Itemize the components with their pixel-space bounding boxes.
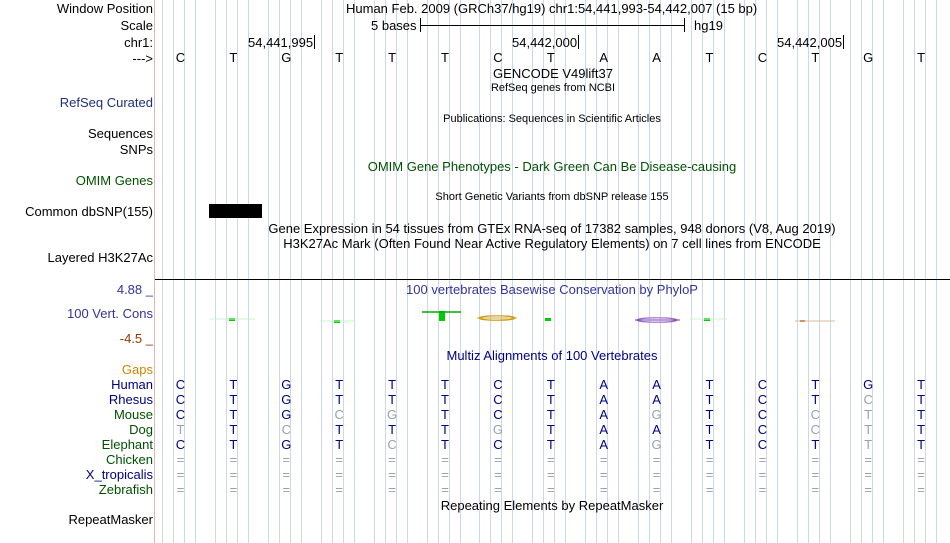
alignment-base: T [811,437,820,452]
conservation-max-label: 4.88 _ [116,282,153,297]
alignment-base: = [176,467,185,482]
alignment-base: T [388,422,397,437]
alignment-base: T [441,422,449,437]
alignment-base: C [757,407,768,422]
reference-base: T [546,50,555,65]
species-label-elephant[interactable]: Elephant [101,437,153,452]
alignment-base: = [388,452,396,467]
coord-tick [578,35,579,49]
alignment-base: C [757,377,768,392]
alignment-base: T [811,377,820,392]
coord-tick-label: 54,441,995 [248,35,314,50]
reference-base: T [388,50,397,65]
alignment-base: G [281,407,292,422]
alignment-base: = [758,452,767,467]
alignment-base: = [441,482,449,497]
alignment-base: = [494,482,502,497]
reference-base: T [441,50,449,65]
reference-base: T [335,50,344,65]
alignment-base: T [705,392,714,407]
alignment-base: C [810,407,820,422]
alignment-base: C [493,377,503,392]
alignment-base: T [229,437,238,452]
window-position-label: Window Position [56,1,153,16]
guide-line [215,0,216,543]
gaps-label: Gaps [121,362,153,377]
alignment-base: T [705,407,714,422]
alignment-base: T [441,437,449,452]
alignment-base: T [335,437,344,452]
conservation-graph [155,305,950,329]
species-label-rhesus[interactable]: Rhesus [108,392,153,407]
scale-assembly: hg19 [694,18,723,33]
alignment-base: T [546,422,555,437]
sequences-label[interactable]: Sequences [87,126,153,141]
conservation-track-title[interactable]: 100 vertebrates Basewise Conservation by PhyloP [406,282,698,297]
position-text[interactable]: Human Feb. 2009 (GRCh37/hg19) chr1:54,441,993-54,442,007 (15 bp) [346,1,758,16]
guide-line [691,0,692,543]
gencode-track-title[interactable]: GENCODE V49lift37 [493,66,613,81]
alignment-base: = [229,482,238,497]
alignment-base: T [546,437,555,452]
publications-track-title[interactable]: Publications: Sequences in Scientific Articles [443,113,661,125]
alignment-base: = [917,482,925,497]
alignment-base: C [757,392,768,407]
alignment-base: A [599,437,609,452]
alignment-base: T [335,422,344,437]
guide-line [374,0,375,543]
vert-cons-label[interactable]: 100 Vert. Cons [67,306,153,321]
alignment-base: T [864,407,873,422]
alignment-base: = [335,482,343,497]
coord-tick [314,35,315,49]
alignment-base: T [335,392,344,407]
coord-tick [843,35,844,49]
alignment-base: T [176,422,185,437]
guide-line [479,0,480,543]
layered-h3k27ac-label[interactable]: Layered H3K27Ac [47,250,153,265]
track-group-divider [155,279,950,280]
reference-base: T [917,50,926,65]
alignment-base: C [281,422,291,437]
alignment-base: = [388,482,396,497]
alignment-base: C [493,392,503,407]
alignment-base: T [229,422,238,437]
guide-line [638,0,639,543]
alignment-base: = [388,467,396,482]
alignment-base: = [229,467,238,482]
reference-base: G [281,50,292,65]
alignment-base: T [546,377,555,392]
alignment-base: T [917,407,926,422]
alignment-base: A [599,407,609,422]
scale-bar-right-tick [684,18,685,32]
alignment-base: A [652,377,661,392]
omim-genes-label[interactable]: OMIM Genes [75,173,153,188]
alignment-base: = [917,452,925,467]
alignment-base: = [599,467,608,482]
alignment-base: G [281,437,292,452]
scale-bar-left-tick [420,18,421,32]
alignment-base: C [175,437,186,452]
h3k27ac-track-title[interactable]: H3K27Ac Mark (Often Found Near Active Regulatory Elements) on 7 cell lines from ENCODE [283,236,821,251]
alignment-base: T [546,392,555,407]
alignment-base: C [175,377,186,392]
alignment-base: T [705,437,714,452]
refseq-track-title[interactable]: RefSeq genes from NCBI [490,82,616,94]
multiz-track-title[interactable]: Multiz Alignments of 100 Vertebrates [446,348,658,363]
alignment-base: = [282,482,291,497]
alignment-base: G [492,422,503,437]
reference-base: C [175,50,186,65]
alignment-base: = [282,467,291,482]
alignment-base: = [547,467,555,482]
alignment-base: = [335,452,343,467]
alignment-base: C [175,407,186,422]
alignment-base: T [229,407,238,422]
alignment-base: T [388,392,397,407]
scale-label: Scale [120,18,153,33]
guide-line [321,0,322,543]
alignment-base: = [335,467,343,482]
alignment-base: C [387,437,397,452]
alignment-base: = [652,452,661,467]
repeatmasker-track-title[interactable]: Repeating Elements by RepeatMasker [440,498,664,513]
alignment-base: = [705,467,714,482]
alignment-base: A [599,377,609,392]
guide-line [777,0,778,543]
alignment-base: = [599,452,608,467]
reference-base: T [229,50,238,65]
alignment-base: G [387,407,398,422]
species-label-x_tropicalis[interactable]: X_tropicalis [85,467,153,482]
alignment-base: = [917,467,925,482]
label-column-separator [154,0,155,543]
alignment-base: T [917,392,926,407]
alignment-base: = [811,467,820,482]
guide-line [248,0,249,543]
alignment-base: = [176,452,185,467]
alignment-base: = [547,482,555,497]
alignment-base: G [863,377,874,392]
alignment-base: T [441,407,449,422]
alignment-base: C [757,437,768,452]
alignment-base: G [281,392,292,407]
alignment-base: C [493,437,503,452]
conservation-min-label: -4.5 _ [119,331,153,346]
guide-line [407,0,408,543]
guide-line [671,0,672,543]
snps-label[interactable]: SNPs [119,142,153,157]
chromosome-label: chr1: [124,35,153,50]
species-label-mouse[interactable]: Mouse [113,407,153,422]
guide-line [797,0,798,543]
refseq-curated-label[interactable]: RefSeq Curated [59,95,153,110]
alignment-base: T [335,377,344,392]
alignment-base: = [494,467,502,482]
scale-bases: 5 bases [371,18,417,33]
alignment-base: = [441,467,449,482]
guide-line [460,0,461,543]
reference-base: C [493,50,503,65]
species-label-zebrafish[interactable]: Zebrafish [98,482,153,497]
guide-line [936,0,937,543]
guide-line [195,0,196,543]
repeatmasker-label[interactable]: RepeatMasker [68,512,153,527]
snp-feature-block[interactable] [209,204,262,218]
species-label-dog[interactable]: Dog [129,422,153,437]
alignment-base: T [441,392,449,407]
alignment-base: G [281,377,292,392]
guide-line [618,0,619,543]
alignment-base: = [176,482,185,497]
species-label-chicken[interactable]: Chicken [106,452,153,467]
alignment-base: T [229,392,238,407]
alignment-base: = [864,482,872,497]
alignment-base: G [651,407,662,422]
alignment-base: A [652,392,661,407]
scale-bar [420,25,685,26]
guide-line [883,0,884,543]
coord-tick-label: 54,442,005 [777,35,843,50]
reference-base: A [599,50,609,65]
alignment-base: T [388,377,397,392]
alignment-base: = [758,482,767,497]
alignment-base: = [282,452,291,467]
alignment-base: T [917,377,926,392]
alignment-base: T [917,422,926,437]
alignment-base: T [546,407,555,422]
alignment-base: = [229,452,238,467]
reference-base: T [811,50,820,65]
alignment-base: = [494,452,502,467]
alignment-base: C [810,422,820,437]
strand-label: ---> [132,51,153,66]
guide-line [903,0,904,543]
guide-line [744,0,745,543]
reference-base: G [863,50,874,65]
alignment-base: = [811,452,820,467]
guide-line [301,0,302,543]
guide-line [268,0,269,543]
guide-line [724,0,725,543]
omim-track-title[interactable]: OMIM Gene Phenotypes - Dark Green Can Be Disease-causing [367,159,737,174]
alignment-base: A [599,392,609,407]
coord-tick-label: 54,442,000 [512,35,578,50]
alignment-base: C [863,392,873,407]
alignment-base: = [758,467,767,482]
reference-base: A [652,50,661,65]
species-label-human[interactable]: Human [111,377,153,392]
alignment-base: T [229,377,238,392]
alignment-base: C [334,407,344,422]
alignment-base: T [811,392,820,407]
guide-line [427,0,428,543]
dbsnp-track-title[interactable]: Short Genetic Variants from dbSNP release 155 [435,191,669,203]
alignment-base: A [599,422,609,437]
alignment-base: G [651,437,662,452]
guide-line [830,0,831,543]
reference-base: T [705,50,714,65]
alignment-base: = [864,467,872,482]
alignment-base: T [705,377,714,392]
alignment-base: = [705,452,714,467]
alignment-base: C [493,407,503,422]
alignment-base: = [864,452,872,467]
alignment-base: = [705,482,714,497]
alignment-base: T [705,422,714,437]
guide-line [162,0,163,543]
alignment-base: C [757,422,768,437]
guide-line [354,0,355,543]
guide-line [850,0,851,543]
alignment-base: = [811,482,820,497]
gtex-track-title[interactable]: Gene Expression in 54 tissues from GTEx RNA-seq of 17382 samples, 948 donors (V8, Aug 2019) [268,221,836,236]
alignment-base: T [917,437,926,452]
alignment-base: T [441,377,449,392]
alignment-base: A [652,422,661,437]
alignment-base: = [547,452,555,467]
alignment-base: = [652,482,661,497]
alignment-base: = [441,452,449,467]
alignment-base: T [864,422,873,437]
alignment-base: = [599,482,608,497]
reference-base: C [757,50,768,65]
alignment-base: = [652,467,661,482]
alignment-base: C [175,392,186,407]
common-dbsnp-label[interactable]: Common dbSNP(155) [25,204,153,219]
alignment-base: T [864,437,873,452]
